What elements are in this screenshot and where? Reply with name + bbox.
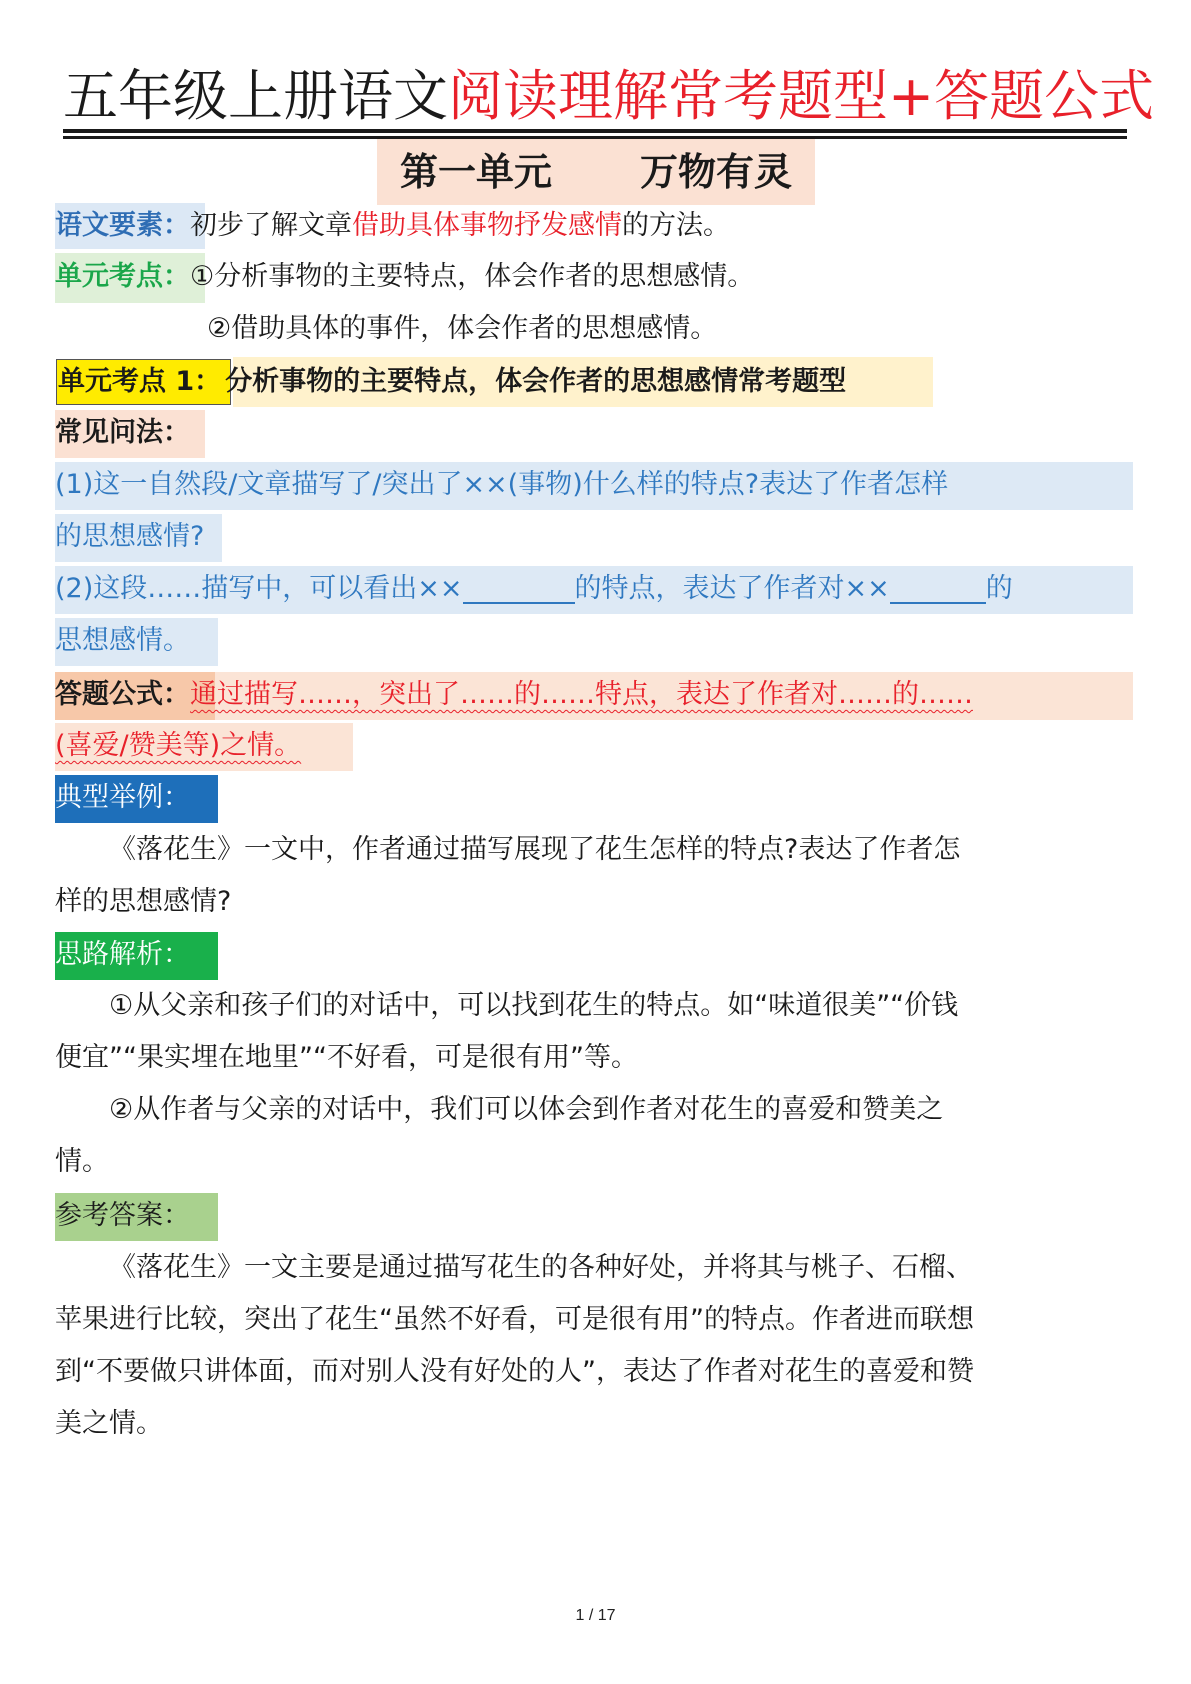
- answer-line-3: 到“不要做只讲体面，而对别人没有好处的人”，表达了作者对花生的喜爱和赞: [55, 1356, 974, 1387]
- document-title: [63, 62, 1155, 130]
- question-1-line-2: 的思想感情?: [55, 521, 205, 552]
- question-2-part-2: 的特点，表达了作者对××: [574, 573, 890, 604]
- exam-points-label: 单元考点：: [55, 261, 190, 292]
- exam-points-row-1: [55, 258, 754, 296]
- analysis-p2-line-1: ②从作者与父亲的对话中，我们可以体会到作者对花生的喜爱和赞美之: [109, 1094, 944, 1125]
- elements-row: [55, 207, 730, 245]
- answer-line-4: 美之情。: [55, 1408, 163, 1439]
- elements-text-highlight: 借助具体事物抒发感情: [352, 210, 622, 241]
- formula-line-1: [55, 676, 973, 714]
- title-red-part: 阅读理解常考题型+答题公式: [448, 64, 1155, 128]
- point1-title: 分析事物的主要特点，体会作者的思想感情常考题型: [225, 366, 847, 397]
- analysis-p1-line-1: ①从父亲和孩子们的对话中，可以找到花生的特点。如“味道很美”“价钱: [109, 990, 959, 1021]
- question-2-part-1: (2)这段……描写中，可以看出××: [55, 573, 463, 604]
- answer-blank: [463, 574, 575, 604]
- question-2-part-3: 的: [985, 573, 1013, 604]
- formula-text: 通过描写……，突出了……的……特点，表达了作者对……的……: [190, 679, 973, 710]
- common-questions-label: 常见问法：: [55, 417, 190, 448]
- point1-label: 单元考点 1：: [58, 366, 222, 397]
- example-line-2: 样的思想感情?: [55, 886, 232, 917]
- question-2-line-2: 思想感情。: [55, 625, 190, 656]
- answer-label: 参考答案：: [55, 1200, 190, 1231]
- page-indicator: 1 / 17: [575, 1607, 616, 1624]
- analysis-p1-line-2: 便宜”“果实埋在地里”“不好看，可是很有用”等。: [55, 1042, 638, 1073]
- elements-text-after: 的方法。: [622, 210, 730, 241]
- elements-label: 语文要素：: [55, 210, 190, 241]
- unit-header: [377, 146, 815, 198]
- title-rule-thick: [63, 129, 1127, 133]
- point1-row: [58, 363, 846, 401]
- example-label: 典型举例：: [55, 782, 190, 813]
- formula-label: 答题公式：: [55, 679, 190, 710]
- formula-line-2: (喜爱/赞美等)之情。: [55, 730, 302, 761]
- analysis-p2-line-2: 情。: [55, 1146, 109, 1177]
- exam-points-row-2: [207, 310, 717, 348]
- question-2-line-1: [55, 570, 1013, 608]
- answer-line-2: 苹果进行比较，突出了花生“虽然不好看，可是很有用”的特点。作者进而联想: [55, 1304, 974, 1335]
- unit-name: 万物有灵: [640, 150, 793, 194]
- title-black-part: 五年级上册语文: [63, 64, 449, 128]
- answer-line-1: 《落花生》一文主要是通过描写花生的各种好处，并将其与桃子、石榴、: [109, 1252, 973, 1283]
- analysis-label: 思路解析：: [55, 939, 190, 970]
- exam-point-item: ①分析事物的主要特点，体会作者的思想感情。: [190, 261, 755, 292]
- exam-point-item: ②借助具体的事件，体会作者的思想感情。: [207, 313, 718, 344]
- example-line-1: 《落花生》一文中，作者通过描写展现了花生怎样的特点?表达了作者怎: [109, 834, 961, 865]
- unit-number: 第一单元: [399, 150, 552, 194]
- elements-text-before: 初步了解文章: [190, 210, 352, 241]
- question-1-line-1: (1)这一自然段/文章描写了/突出了××(事物)什么样的特点?表达了作者怎样: [55, 469, 949, 500]
- answer-blank: [890, 574, 986, 604]
